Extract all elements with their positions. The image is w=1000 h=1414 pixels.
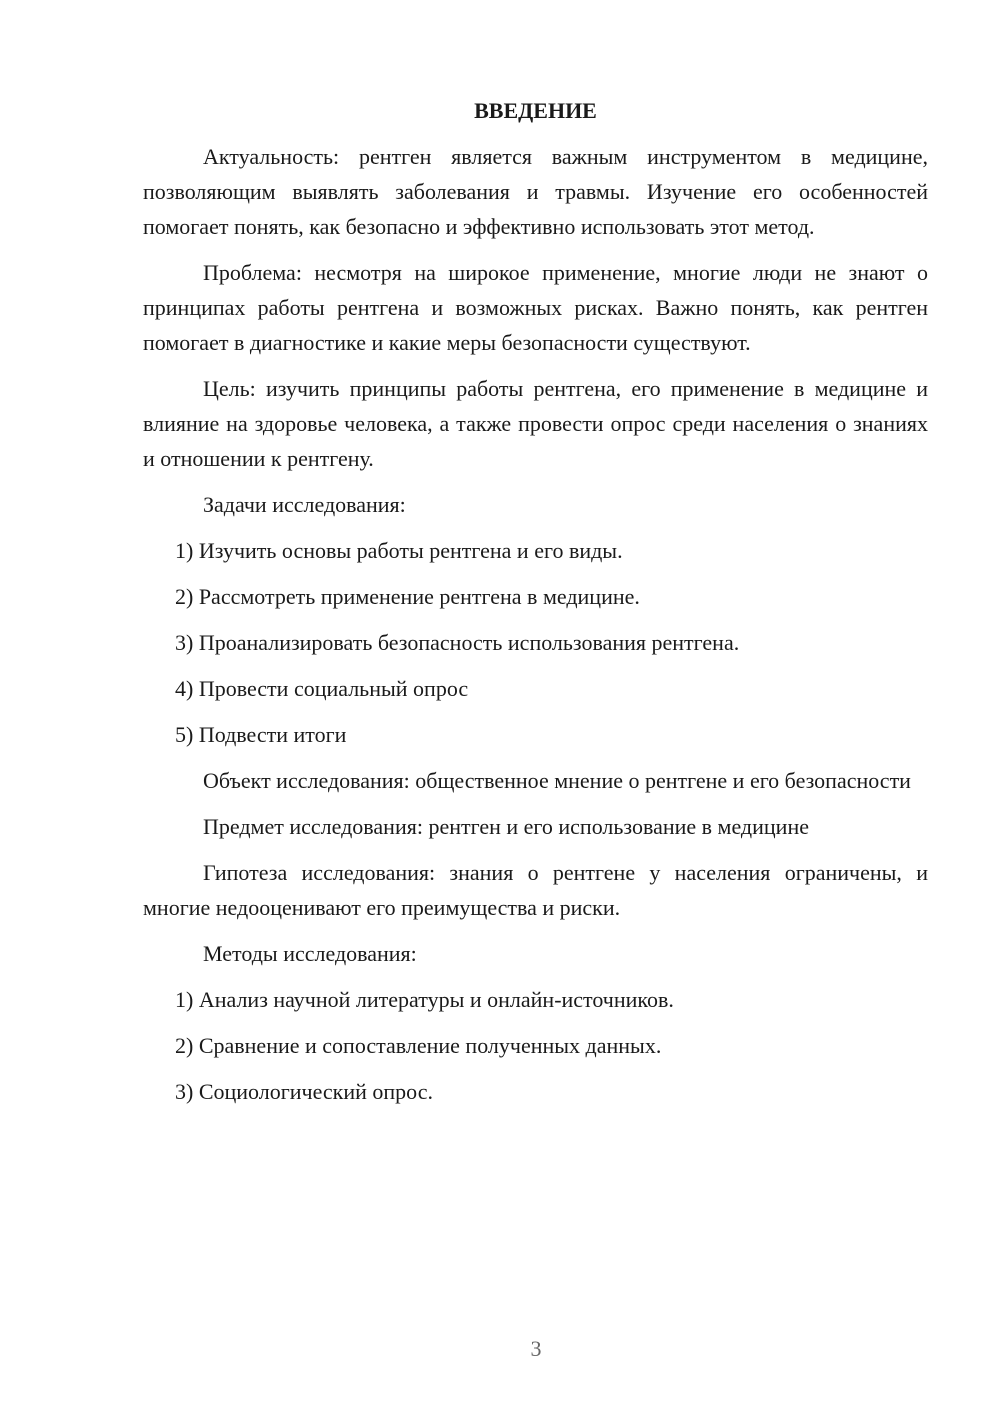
problem-paragraph: Проблема: несмотря на широкое применение, многие люди не знают о принципах работы рентгена и возможных рисках. Важно понять, как рентген помогает в диагностике и какие меры безопасности существуют. [143,260,928,355]
relevance-paragraph: Актуальность: рентген является важным инструментом в медицине, позволяющим выявлять заболевания и травмы. Изучение его особенностей помогает понять, как безопасно и эффективно использовать этот метод. [143,144,928,239]
task-item: 3) Проанализировать безопасность использования рентгена. [175,630,740,655]
goal-paragraph: Цель: изучить принципы работы рентгена, его применение в медицине и влияние на здоровье человека, а также провести опрос среди населения о знаниях и отношении к рентгену. [143,376,928,471]
task-item: 2) Рассмотреть применение рентгена в медицине. [175,584,640,609]
tasks-heading: Задачи исследования: [203,492,406,517]
object-paragraph: Объект исследования: общественное мнение о рентгене и его безопасности [203,768,911,793]
hypothesis-paragraph: Гипотеза исследования: знания о рентгене у населения ограничены, и многие недооценивают его преимущества и риски. [143,860,928,920]
task-item: 1) Изучить основы работы рентгена и его виды. [175,538,623,563]
task-item: 5) Подвести итоги [175,722,347,747]
page-number: 3 [530,1336,542,1361]
page-content [143,93,928,1120]
method-item: 3) Социологический опрос. [175,1079,433,1104]
section-title: ВВЕДЕНИЕ [474,98,597,123]
subject-paragraph: Предмет исследования: рентген и его использование в медицине [203,814,809,839]
task-item: 4) Провести социальный опрос [175,676,469,701]
method-item: 2) Сравнение и сопоставление полученных данных. [175,1033,662,1058]
method-item: 1) Анализ научной литературы и онлайн-источников. [175,987,674,1012]
methods-heading: Методы исследования: [203,941,417,966]
